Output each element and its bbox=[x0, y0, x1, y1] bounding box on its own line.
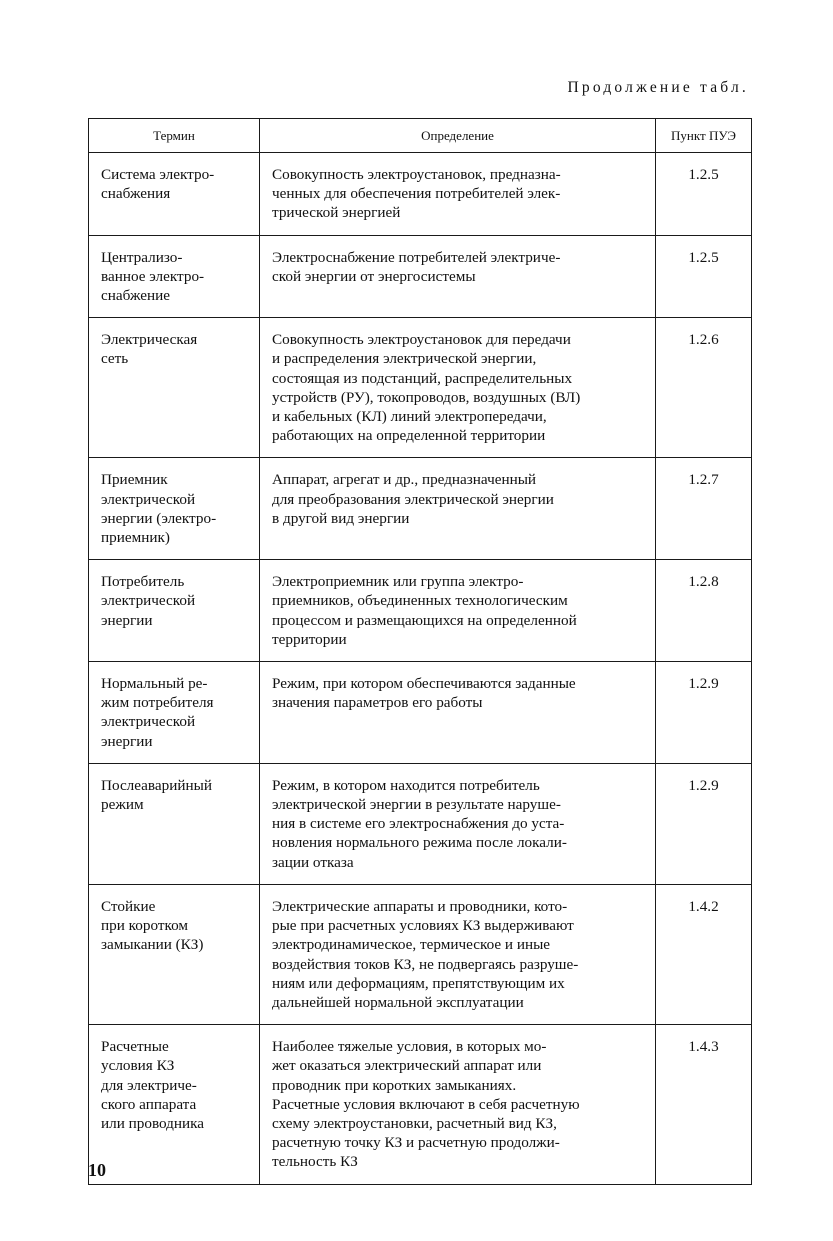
clause-cell bbox=[656, 884, 752, 1024]
clause-number: 1.4.2 bbox=[688, 897, 719, 915]
term-cell bbox=[89, 560, 260, 662]
definition-text: Наиболее тяжелые условия, в которых мо- жет оказаться электрический аппарат или проводник при коротких замыканиях. Расчетные условия включают в себя расчетную схему электроустановки, расчетный вид КЗ, расчетную точку КЗ и расчетную продолжи- тельность КЗ bbox=[272, 1038, 580, 1171]
definition-cell bbox=[260, 884, 656, 1024]
term-cell bbox=[89, 763, 260, 884]
definition-cell bbox=[260, 318, 656, 458]
term-text: Потребитель электрической энергии bbox=[101, 573, 196, 629]
definition-cell bbox=[260, 153, 656, 236]
table-header-row bbox=[89, 119, 752, 153]
clause-number: 1.2.9 bbox=[688, 776, 719, 794]
term-text: Централизо- ванное электро- снабжение bbox=[101, 248, 205, 305]
column-header-term: Термин bbox=[89, 119, 260, 153]
clause-cell bbox=[656, 153, 752, 236]
clause-cell bbox=[656, 318, 752, 458]
column-header-definition: Определение bbox=[260, 119, 656, 153]
clause-number: 1.2.7 bbox=[688, 471, 719, 489]
clause-cell bbox=[656, 662, 752, 764]
clause-cell bbox=[656, 1025, 752, 1184]
clause-cell bbox=[656, 458, 752, 560]
table-row bbox=[89, 318, 752, 458]
clause-number: 1.2.6 bbox=[688, 331, 719, 349]
table-row bbox=[89, 662, 752, 764]
table-row bbox=[89, 763, 752, 884]
clause-number: 1.4.3 bbox=[688, 1038, 719, 1056]
definition-cell bbox=[260, 235, 656, 318]
table-row bbox=[89, 884, 752, 1024]
table-row bbox=[89, 458, 752, 560]
term-cell bbox=[89, 1025, 260, 1184]
definition-cell bbox=[260, 763, 656, 884]
term-cell bbox=[89, 458, 260, 560]
clause-number: 1.2.5 bbox=[688, 166, 719, 183]
definition-text: Совокупность электроустановок для передачи и распределения электрической энергии, состоящая из подстанций, распределительных устройств (РУ), токопроводов, воздушных (ВЛ) и кабельных (КЛ) линий электропередачи, работающих на определенной территории bbox=[272, 331, 581, 445]
definition-text: Режим, при котором обеспечиваются заданные значения параметров его работы bbox=[272, 675, 576, 712]
definition-text: Электроприемник или группа электро- приемников, объединенных технологическим процессом и размещающихся на определенной территории bbox=[272, 573, 577, 648]
clause-cell bbox=[656, 763, 752, 884]
definition-cell bbox=[260, 458, 656, 560]
clause-number: 1.2.8 bbox=[688, 573, 719, 591]
column-header-clause: Пункт ПУЭ bbox=[656, 119, 752, 153]
definition-cell bbox=[260, 662, 656, 764]
term-text: Стойкие при коротком замыкании (КЗ) bbox=[101, 897, 204, 954]
clause-cell bbox=[656, 235, 752, 318]
page-number: 10 bbox=[88, 1160, 106, 1180]
term-cell bbox=[89, 662, 260, 764]
definition-text: Совокупность электроустановок, предназна- ченных для обеспечения потребителей элек- трической энергией bbox=[272, 166, 561, 222]
term-text: Расчетные условия КЗ для электриче- ского аппарата или проводника bbox=[101, 1038, 205, 1132]
terms-table bbox=[88, 118, 752, 1185]
table-continuation-label: Продолжение табл. bbox=[567, 79, 749, 96]
term-text: Послеаварийный режим bbox=[101, 776, 212, 814]
table-row bbox=[89, 560, 752, 662]
clause-number: 1.2.5 bbox=[688, 248, 719, 266]
term-text: Нормальный ре- жим потребителя электрической энергии bbox=[101, 675, 214, 750]
table-row bbox=[89, 1025, 752, 1184]
definition-cell bbox=[260, 1025, 656, 1184]
clause-cell bbox=[656, 560, 752, 662]
definition-text: Электрические аппараты и проводники, кото- рые при расчетных условиях КЗ выдерживают электродинамическое, термическое и иные воздействия токов КЗ, не подвергаясь разруше- ниям или деформациям, препятствующим их дальнейшей нормальной эксплуатации bbox=[272, 897, 579, 1011]
definition-text: Электроснабжение потребителей электриче- ской энергии от энергосистемы bbox=[272, 248, 561, 285]
term-cell bbox=[89, 153, 260, 236]
definition-text: Режим, в котором находится потребитель электрической энергии в результате наруше- ния в системе его электроснабжения до уста- новления нормального режима после локали- зации отказа bbox=[272, 776, 567, 871]
definition-cell bbox=[260, 560, 656, 662]
definition-text: Аппарат, агрегат и др., предназначенный для преобразования электрической энергии в другой вид энергии bbox=[272, 471, 554, 527]
clause-number: 1.2.9 bbox=[688, 675, 719, 693]
term-cell bbox=[89, 884, 260, 1024]
table-row bbox=[89, 153, 752, 236]
term-cell bbox=[89, 235, 260, 318]
table-row bbox=[89, 235, 752, 318]
term-text: Система электро- снабжения bbox=[101, 166, 215, 203]
term-text: Электрическая сеть bbox=[101, 331, 198, 368]
term-text: Приемник электрической энергии (электро- приемник) bbox=[101, 471, 217, 547]
term-cell bbox=[89, 318, 260, 458]
